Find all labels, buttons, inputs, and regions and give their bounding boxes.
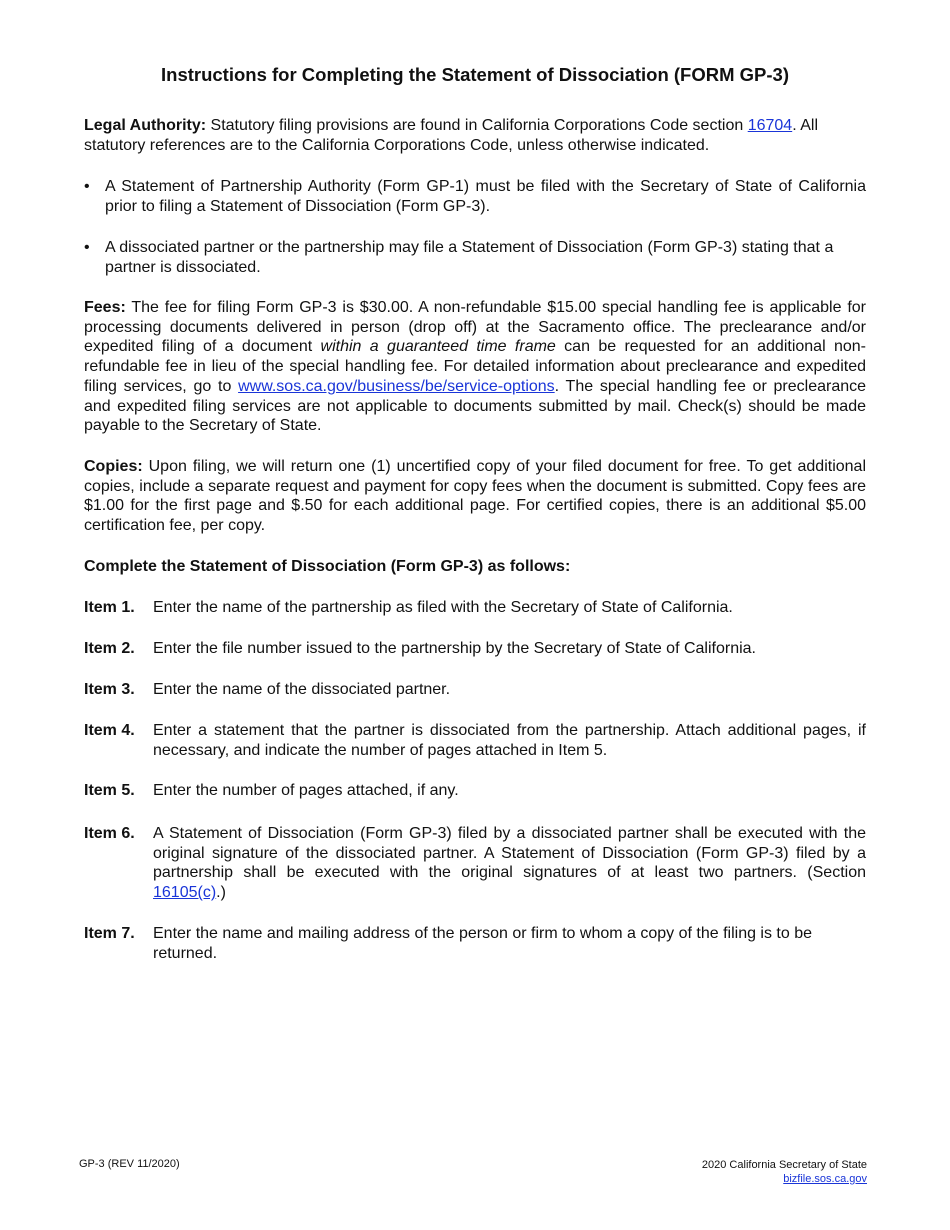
item-label: Item 1. xyxy=(84,599,135,616)
fees-paragraph xyxy=(84,298,866,436)
item-label: Item 3. xyxy=(84,681,135,698)
fees-text-3: . The special handling fee or preclearance and expedited filing services are not applicable to documents submitted by mail. Check(s) should be made payable to the Secretary of State. xyxy=(84,377,867,435)
item-text: Enter the name of the partnership as filed with the Secretary of State of California. xyxy=(153,599,733,616)
page-title: Instructions for Completing the Statement of Dissociation (FORM GP-3) xyxy=(161,64,789,85)
copyright-text: 2020 California Secretary of State xyxy=(701,1159,867,1171)
item-6-text: A Statement of Dissociation (Form GP-3) filed by a dissociated partner shall be executed with the original signature of the dissociated partner. A Statement of Dissociation (Form GP-3) filed by a partnership shall be executed with the original signatures of at least two partners. (Section xyxy=(153,825,866,882)
copies-label: Copies: xyxy=(84,458,143,475)
section-16105c-link[interactable]: 16105(c) xyxy=(153,884,217,902)
fees-italic-text: within a guaranteed time frame xyxy=(320,338,556,356)
bullet-text: A Statement of Partnership Authority (Form GP-1) must be filed with the Secretary of State of California prior to filing a Statement of Dissociation (Form GP-3). xyxy=(105,178,866,215)
item-6-text-end: .) xyxy=(216,884,226,902)
legal-authority-text: Statutory filing provisions are found in California Corporations Code section xyxy=(206,117,748,134)
footer-right xyxy=(702,1159,867,1186)
bullet-icon: • xyxy=(84,239,90,256)
item-text: Enter the number of pages attached, if any. xyxy=(153,782,459,799)
legal-authority-label: Legal Authority: xyxy=(84,117,207,134)
item-text: Enter a statement that the partner is dissociated from the partnership. Attach additional pages, if necessary, and indicate the number of pages attached in Item 5. xyxy=(153,722,866,759)
copies-text: Upon filing, we will return one (1) uncertified copy of your filed document for free. To get additional copies, include a separate request and payment for copy fees when the document is submitted. Copy fees are $1.00 for the first page and $.50 for each additional page. For certified copies, there is an additional $5.00 certification fee, per copy. xyxy=(84,458,866,535)
fees-text: The fee for filing Form GP-3 is $30.00. A non-refundable $15.00 special handling fee is applicable for processing documents delivered in person (drop off) at the Sacramento office. The preclearance and/or expedited filing of a document xyxy=(84,299,866,356)
bizfile-link[interactable]: bizfile.sos.ca.gov xyxy=(783,1172,867,1185)
item-label: Item 2. xyxy=(84,640,135,657)
item-text xyxy=(153,824,866,903)
item-text: Enter the name and mailing address of the person or firm to whom a copy of the filing is to be returned. xyxy=(153,925,813,962)
item-label: Item 4. xyxy=(84,722,135,739)
fees-label: Fees: xyxy=(84,299,126,316)
fees-text-2: can be requested for an additional non-refundable fee in lieu of the special handling fee. For detailed information about preclearance and expedited filing services, go to xyxy=(84,338,867,395)
form-revision-label: GP-3 (REV 11/2020) xyxy=(79,1158,180,1170)
item-label: Item 5. xyxy=(84,782,135,799)
legal-authority-text-end: . All statutory references are to the California Corporations Code, unless otherwise indicated. xyxy=(84,117,818,154)
bullet-text: A dissociated partner or the partnership may file a Statement of Dissociation (Form GP-3) stating that a partner is dissociated. xyxy=(105,239,834,276)
service-options-link[interactable]: www.sos.ca.gov/business/be/service-options xyxy=(238,377,555,395)
item-text: Enter the file number issued to the partnership by the Secretary of State of California. xyxy=(153,640,756,657)
item-label: Item 7. xyxy=(84,925,135,942)
copies-paragraph xyxy=(84,457,866,536)
legal-authority-paragraph xyxy=(84,116,866,155)
item-label: Item 6. xyxy=(84,825,135,842)
item-text: Enter the name of the dissociated partner. xyxy=(153,681,451,698)
section-16704-link[interactable]: 16704 xyxy=(747,117,793,134)
complete-heading: Complete the Statement of Dissociation (Form GP-3) as follows: xyxy=(84,558,571,575)
bullet-icon: • xyxy=(84,178,90,195)
